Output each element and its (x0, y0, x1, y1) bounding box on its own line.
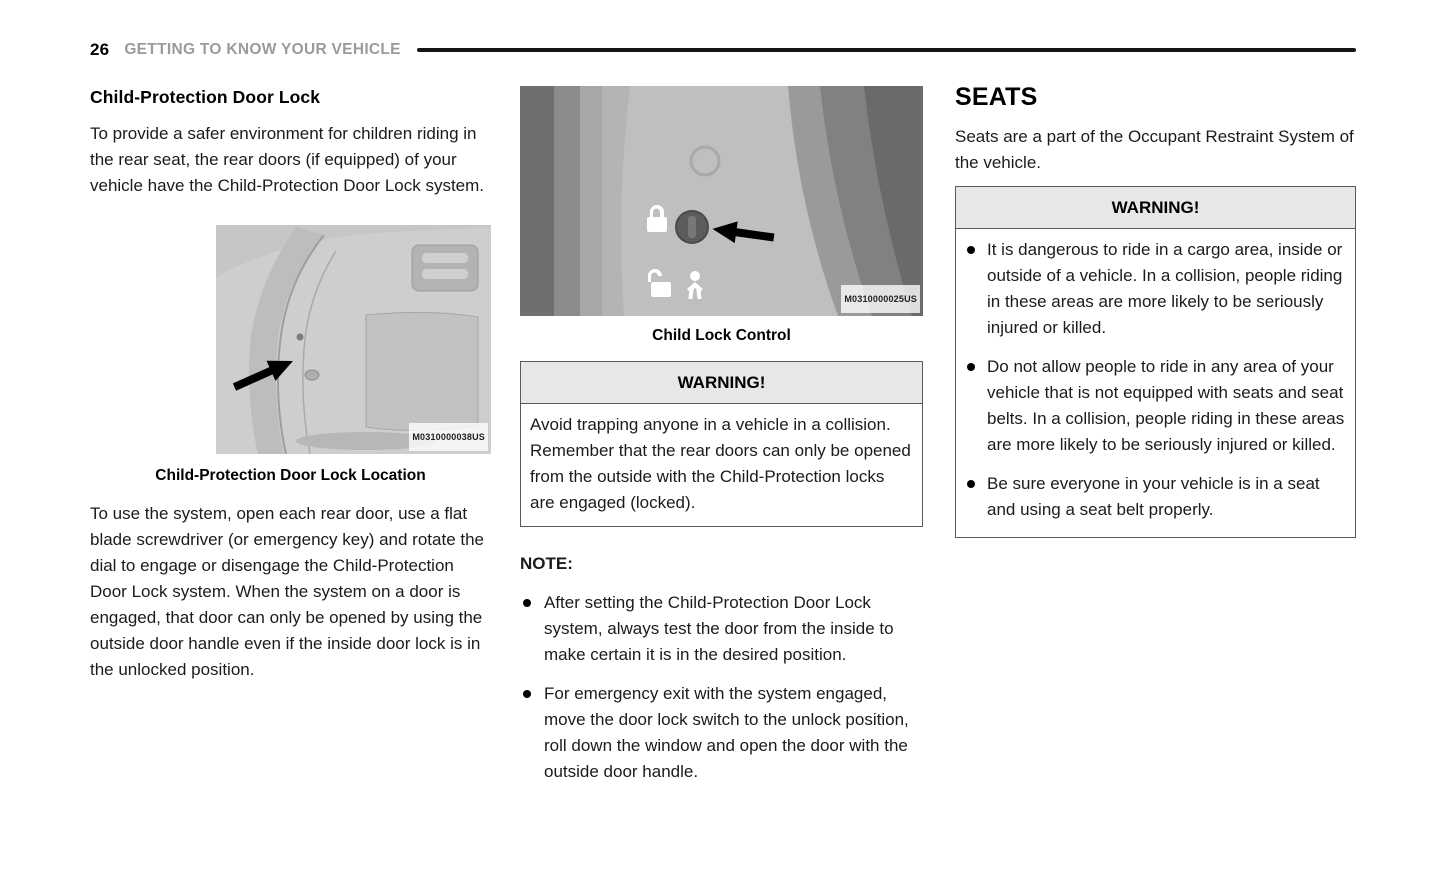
figure-code: M0310000025US (841, 285, 920, 313)
warning-item (965, 471, 1346, 523)
note-text: After setting the Child-Protection Door Lock system, always test the door from the inside to make certain it is in the desired position. (544, 593, 894, 664)
bullet-icon (967, 246, 975, 254)
door-panel-illustration (216, 225, 491, 454)
heading-seats: SEATS (955, 83, 1038, 111)
note-item (520, 681, 923, 785)
note-item (520, 590, 923, 668)
figure-door-lock-location (216, 225, 491, 454)
warning-title: WARNING! (956, 187, 1355, 229)
figure-code: M0310000038US (409, 423, 488, 451)
warning-text: It is dangerous to ride in a cargo area, inside or outside of a vehicle. In a collision, people riding in these areas are more likely to be seriously injured or killed. (987, 240, 1343, 337)
column-seats (955, 84, 1356, 538)
page-number: 26 (90, 40, 110, 59)
page-header (90, 40, 1356, 60)
warning-item (965, 237, 1346, 341)
paragraph: To use the system, open each rear door, use a flat blade screwdriver (or emergency key) and rotate the dial to engage or disengage the Child-Protection Door Lock system. When the system on a door is engaged, that door can only be opened by using the outside door handle even if the inside door lock is in the unlocked position. (90, 504, 485, 679)
warning-text: Be sure everyone in your vehicle is in a seat and using a seat belt properly. (987, 474, 1320, 519)
heading-child-protection-door-lock: Child-Protection Door Lock (90, 87, 321, 107)
column-child-protection-door-lock (90, 84, 491, 693)
warning-item (965, 354, 1346, 458)
paragraph: To provide a safer environment for children riding in the rear seat, the rear doors (if equipped) of your vehicle have the Child-Protection Door Lock system. (90, 124, 485, 195)
column-child-lock-control (520, 86, 923, 789)
warning-box (520, 361, 923, 527)
note-label: NOTE: (520, 554, 573, 573)
warning-box (955, 186, 1356, 538)
warning-title: WARNING! (521, 362, 922, 404)
figure-caption-child-lock-control: Child Lock Control (652, 327, 791, 344)
paragraph: Seats are a part of the Occupant Restraint System of the vehicle. (955, 127, 1354, 172)
bullet-icon (523, 690, 531, 698)
figure-caption-door-lock-location: Child-Protection Door Lock Location (155, 467, 426, 484)
door-jamb-illustration (520, 86, 923, 316)
warning-list (956, 229, 1355, 537)
warning-text: Do not allow people to ride in any area of your vehicle that is not equipped with seats and seat belts. In a collision, people riding in these areas are more likely to be seriously injured or killed. (987, 357, 1345, 454)
figure-child-lock-control (520, 86, 923, 316)
note-text: For emergency exit with the system engaged, move the door lock switch to the unlock position, roll down the window and open the door with the outside door handle. (544, 684, 909, 781)
bullet-icon (967, 480, 975, 488)
warning-text: Avoid trapping anyone in a vehicle in a collision. Remember that the rear doors can only be opened from the outside with the Child-Protection locks are engaged (locked). (530, 415, 911, 512)
bullet-icon (523, 599, 531, 607)
header-rule (417, 48, 1356, 52)
bullet-icon (967, 363, 975, 371)
section-title: GETTING TO KNOW YOUR VEHICLE (124, 41, 401, 58)
